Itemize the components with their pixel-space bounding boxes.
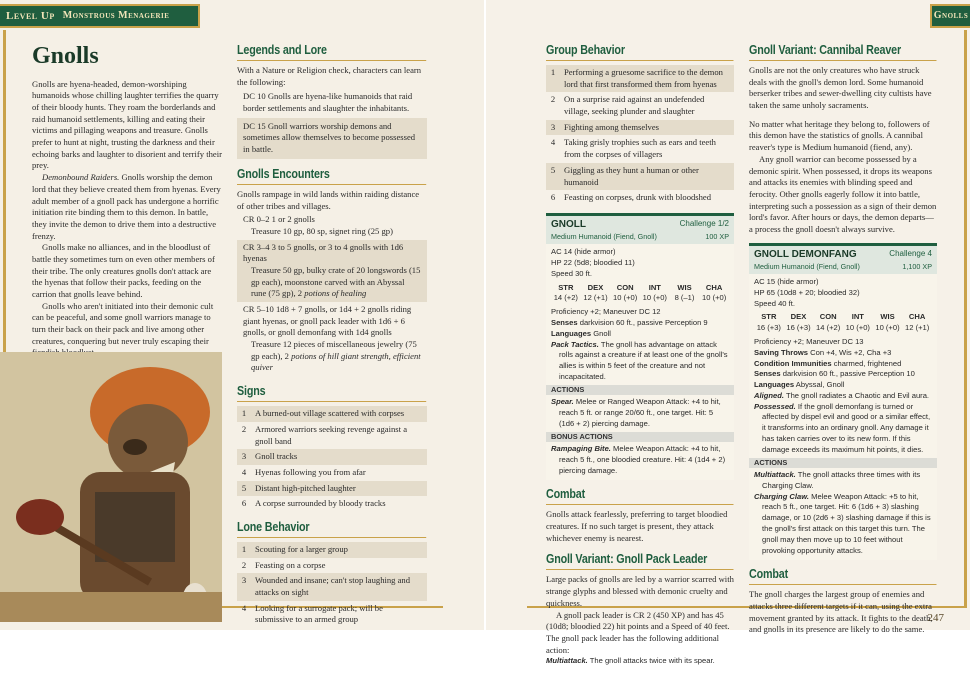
dc15-text: Gnoll warriors worship demons and sometimes allow themselves to become possessed in battle. (243, 120, 416, 155)
row-text: Feasting on corpses, drunk with bloodshed (564, 192, 712, 203)
left-column-2 (237, 42, 427, 635)
ability-scores (754, 312, 932, 334)
legends-heading: Legends and Lore (237, 42, 427, 61)
row-number: 3 (237, 573, 251, 600)
senses-label: Senses (551, 317, 578, 327)
ability-value: 14 (+2) (553, 293, 578, 303)
table-row (237, 406, 427, 422)
chapter-label: Level Up (6, 9, 55, 22)
stat-title-row (546, 216, 734, 232)
row-text: Taking grisly trophies such as ears and teeth from the corpses of villagers (564, 137, 716, 160)
row-text: A burned-out village scattered with corpses (251, 406, 427, 422)
group-section (546, 42, 734, 206)
ability-header: CON (616, 282, 634, 292)
legends-intro: With a Nature or Religion check, characters can learn the following: (237, 65, 422, 87)
ability-header: INT (851, 312, 864, 322)
action-label: Charging Claw. (754, 491, 809, 501)
chapter-banner (0, 4, 200, 28)
pack-tactics (551, 340, 729, 383)
action-text: Melee Weapon Attack: +4 to hit, reach 5 ft., one bloodied creature. Hit: 4 (1d4 + 2) piercing damage. (559, 444, 726, 475)
table-row (237, 542, 427, 558)
trait-text: The gnoll radiates a Chaotic and Evil aura. (785, 390, 930, 400)
right-page (486, 0, 970, 666)
ability-header: STR (558, 282, 574, 292)
table-row (237, 449, 427, 465)
action-label: Multiattack. (754, 470, 796, 480)
treasure-label: Treasure (251, 264, 281, 275)
saves-value: Con +4, Wis +2, Cha +3 (810, 347, 892, 357)
stat-speed: Speed 30 ft. (551, 268, 592, 278)
trait-text: If the gnoll demonfang is turned or affected by dispel evil and good or a similar effect, it transforms into an ordinary gnoll. Any damage it has taken carries over to its new form. If this damage exceeds its maximum hit points, it dies. (762, 401, 931, 454)
cannibal-p1: Gnolls are not the only creatures who have struck deals with the gnoll's demon lord. Some humanoid berserker tribes and sewer-dwelling city cultists have taken the same unholy sacraments. (749, 65, 932, 111)
lone-heading: Lone Behavior (237, 519, 427, 538)
dc15-entry (237, 118, 427, 159)
stat-proficiency: Proficiency +2; Maneuver DC 12 (551, 307, 661, 317)
ability-value: 14 (+2) (816, 323, 841, 333)
right-column-1 (546, 42, 734, 674)
table-row (546, 135, 734, 162)
ability-value: 12 (+1) (583, 293, 608, 303)
encounter-2-text: 3 to 5 gnolls, or 3 to 4 gnolls with 1d6 hyenas (243, 241, 404, 264)
stat-senses (551, 318, 729, 329)
row-number: 4 (241, 602, 247, 613)
stat-type-row (749, 262, 937, 274)
signs-table (237, 406, 427, 512)
encounter-2 (237, 240, 427, 302)
combat2-heading: Combat (749, 566, 937, 585)
action-text: The gnoll attacks twice with its spear. (589, 656, 715, 666)
encounter-3-text: 1d8 + 7 gnolls, or 1d4 + 2 gnolls riding giant hyenas, or gnoll pack leader with 1d6 + 6 gnolls, or gnoll demonfang with 1d4 gnolls (243, 304, 412, 338)
ability-scores (551, 283, 729, 305)
dc10-label: DC 10 (243, 91, 266, 102)
left-page (0, 0, 484, 630)
row-number: 4 (550, 137, 556, 148)
row-number: 6 (550, 192, 556, 203)
action-text: Melee Weapon Attack: +5 to hit, reach 5 ft., one target. Hit: 6 (1d6 + 3) slashing damage, or 10 (2d6 + 3) slashing damage if this is the gnoll's first attack on this target this turn. The gnoll may then move up to 10 feet without provoking opportunity attacks. (762, 491, 931, 555)
row-text: Wounded and insane; can't stop laughing and attacks on sight (251, 573, 427, 600)
stat-title-row (749, 246, 937, 262)
encounter-1-text: 1 or 2 gnolls (271, 214, 315, 225)
ability-header: CON (819, 312, 837, 322)
cannibal-p2: No matter what heritage they belong to, followers of this demon have the statistics of gnolls. A cannibal reaver's type is Medium humanoid (fiend, any). (749, 118, 930, 153)
dc15-label: DC 15 (243, 120, 266, 131)
encounter-1-treasure: 10 gp, 80 sp, signet ring (25 gp) (282, 225, 393, 236)
stat-xp: 1,100 XP (902, 261, 932, 271)
row-text: Gnoll tracks (251, 449, 427, 465)
encounters-intro: Gnolls rampage in wild lands within raiding distance of other tribes and villages. (237, 188, 420, 211)
row-text: Performing a gruesome sacrifice to the demon lord that first transformed them from hyenas (560, 65, 734, 92)
raiders-paragraph (32, 172, 222, 242)
stat-name: GNOLL DEMONFANG (754, 248, 857, 260)
encounter-3 (237, 302, 427, 376)
trait-text: The gnoll has advantage on attack rolls against a creature if at least one of the gnoll's allies is within 5 feet of the creature and not incapacitated. (559, 339, 728, 381)
trait-label: Possessed. (754, 401, 796, 411)
languages-label: Languages (754, 380, 795, 390)
row-number: 1 (546, 65, 560, 92)
senses-value: darkvision 60 ft., passive Perception 9 (579, 317, 708, 327)
ability-header: DEX (587, 282, 604, 292)
stat-challenge: Challenge 1/2 (679, 218, 729, 228)
trait-label: Aligned. (754, 390, 784, 400)
cannibal-heading: Gnoll Variant: Cannibal Reaver (749, 42, 937, 61)
stat-languages (754, 380, 932, 391)
ability-value: 10 (+0) (642, 293, 667, 303)
ability-value: 10 (+0) (875, 323, 900, 333)
ability-header: STR (761, 312, 777, 322)
encounters-section (237, 166, 427, 376)
cannibal-section (749, 42, 937, 236)
row-number: 3 (546, 120, 560, 136)
table-row (237, 422, 427, 449)
pack-leader-section (546, 551, 734, 666)
row-number: 4 (241, 466, 247, 477)
languages-value: Gnoll (593, 328, 611, 338)
peaceful-paragraph: Gnolls who aren't initiated into their demonic cult can be peaceful, and some gnoll warriors manage to turn their back on their pack and live among other creatures, conquering but never truly escaping their (32, 300, 214, 346)
encounter-2-cr: CR 3–4 (243, 241, 270, 252)
row-number: 5 (546, 163, 560, 190)
combat-heading: Combat (546, 486, 734, 505)
group-heading: Group Behavior (546, 42, 734, 61)
actions-band: ACTIONS (546, 385, 734, 396)
combat2-section (749, 566, 937, 636)
page-title: Gnolls (32, 43, 99, 69)
dc10-text: Gnolls are hyena-like humanoids that raid border settlements and slaughter the inhabitants. (243, 91, 413, 114)
stat-type: Medium Humanoid (Fiend, Gnoll) (551, 232, 657, 242)
encounter-1 (237, 212, 427, 239)
encounters-heading: Gnolls Encounters (237, 166, 427, 185)
ability-header: WIS (880, 312, 895, 322)
group-table (546, 65, 734, 206)
signs-heading: Signs (237, 383, 427, 402)
stat-speed: Speed 40 ft. (754, 298, 795, 308)
encounter-3-treasure-items: potions of hill giant strength, efficient quiver (251, 350, 421, 373)
stat-ac: AC 14 (hide armor) (551, 247, 616, 257)
row-text: Hyenas following you from afar (255, 466, 366, 477)
stat-type: Medium Humanoid (Fiend, Gnoll) (754, 261, 860, 271)
encounter-2-treasure-item: potions of healing (304, 288, 367, 299)
table-row (237, 496, 427, 512)
ability-value: 10 (+0) (613, 293, 638, 303)
stat-hp: HP 65 (10d8 + 20; bloodied 32) (754, 287, 860, 297)
actions-band: ACTIONS (749, 458, 937, 469)
raiders-lead: Demonbound Raiders. (42, 172, 120, 183)
row-number: 2 (550, 94, 556, 105)
action-label: Rampaging Bite. (551, 444, 611, 454)
table-row (237, 558, 427, 574)
stat-hp: HP 22 (5d8; bloodied 11) (551, 258, 635, 268)
treasure-label: Treasure (251, 225, 281, 236)
stat-condition-immunities (754, 359, 932, 370)
alliances-paragraph: Gnolls make no alliances, and in the bloodlust of battle they sometimes turn on even other members of their tribe. The only creatures gnolls don't attack are the hyenas that follow their packs, feeding on the carrion that gnolls leave behind. (32, 242, 215, 299)
charging-claw-action (754, 492, 932, 557)
action-text: Melee or Ranged Weapon Attack: +4 to hit, reach 5 ft. or range 20/60 ft., one target. Hit: 5 (1d6 + 2) piercing damage. (559, 397, 721, 428)
gnoll-stat-block (546, 213, 734, 481)
table-row (237, 601, 427, 628)
row-text: A corpse surrounded by bloody tracks (255, 498, 386, 509)
ability-value: 16 (+3) (786, 323, 811, 333)
row-text: Distant high-pitched laughter (251, 481, 427, 497)
encounter-2-treasure: 50 gp, bulky crate of 20 longswords (15 gp each), moonstone carved with an Abyssal rune (75 gp), 2 (251, 264, 421, 299)
table-row (546, 190, 734, 206)
aligned-trait (754, 391, 932, 402)
table-row (546, 65, 734, 92)
stat-languages (551, 329, 729, 340)
bonus-actions-band: BONUS ACTIONS (546, 432, 734, 443)
book-label: Monstrous Menagerie (62, 10, 170, 22)
row-text: Fighting among themselves (560, 120, 734, 136)
saves-label: Saving Throws (754, 347, 809, 357)
row-number: 2 (241, 559, 247, 570)
pack-leader-heading: Gnoll Variant: Gnoll Pack Leader (546, 551, 734, 570)
legends-section (237, 42, 427, 159)
signs-section (237, 383, 427, 512)
raiders-text: Gnolls worship the demon lord that they believe created them from hyenas. Every adult member of a gnoll pack has undergone a horrific initiation rite binding them to this demon. In battle, they invite the demon to drive them into a destructive frenzy. (32, 172, 221, 241)
stat-challenge: Challenge 4 (889, 248, 932, 258)
action-text: The gnoll attacks three times with its Charging Claw. (762, 470, 921, 490)
ci-value: charmed, frightened (833, 358, 902, 368)
ability-header: CHA (705, 282, 723, 292)
ability-header: DEX (790, 312, 807, 322)
right-column-2 (749, 42, 937, 643)
multiattack-action (754, 470, 932, 492)
languages-label: Languages (551, 328, 592, 338)
row-number: 5 (237, 481, 251, 497)
stat-proficiency: Proficiency +2; Maneuver DC 13 (754, 336, 864, 346)
row-number: 3 (237, 449, 251, 465)
combat-section (546, 486, 734, 544)
row-text: Armored warriors seeking revenge against a gnoll band (255, 423, 408, 446)
pack-leader-p2: A gnoll pack leader is CR 2 (450 XP) and has 45 (10d8; bloodied 22) hit points and a Speed of 40 feet. The gnoll pack leader has the following additional action: (546, 609, 730, 655)
spear-action (551, 397, 729, 429)
row-text: On a surprise raid against an undefended village, seeking plunder and slaughter (564, 94, 705, 117)
dc10-entry (237, 88, 427, 117)
ability-value: 10 (+0) (845, 323, 870, 333)
section-tab (930, 4, 970, 28)
row-text: Looking for a surrogate pack; will be submissive to an armed group (255, 602, 383, 625)
possessed-trait (754, 402, 932, 456)
gnoll-warrior-image (0, 352, 222, 622)
stat-xp: 100 XP (705, 232, 729, 242)
stat-ac: AC 15 (hide armor) (754, 277, 819, 287)
table-row (546, 163, 734, 190)
stat-type-row (546, 232, 734, 244)
row-number: 6 (241, 498, 247, 509)
table-row (237, 573, 427, 600)
ability-value: 10 (+0) (702, 293, 727, 303)
left-column-1 (32, 40, 222, 359)
ability-header: CHA (908, 312, 926, 322)
gnoll-illustration (0, 352, 222, 622)
pack-leader-p1: Large packs of gnolls are led by a warrior scarred with strange glyphs and blessed with demonic cruelty and quickness. (546, 574, 734, 608)
action-label: Multiattack. (546, 656, 588, 666)
combat-text: Gnolls attack fearlessly, preferring to target bloodied creatures. If no such target is present, they attack whichever enemy is nearest. (546, 509, 728, 543)
pack-leader-multiattack (546, 656, 734, 666)
trait-label: Pack Tactics. (551, 339, 599, 349)
action-label: Spear. (551, 397, 574, 407)
lone-section (237, 519, 427, 628)
encounter-1-cr: CR 0–2 (243, 214, 270, 225)
right-border (964, 30, 967, 606)
row-number: 1 (237, 406, 251, 422)
ability-value: 16 (+3) (756, 323, 781, 333)
table-row (546, 120, 734, 136)
senses-label: Senses (754, 369, 781, 379)
row-text: Scouting for a larger group (251, 542, 427, 558)
row-number: 2 (241, 423, 247, 434)
table-row (546, 92, 734, 119)
languages-value: Abyssal, Gnoll (795, 380, 845, 390)
demonfang-stat-block (749, 243, 937, 561)
table-row (237, 465, 427, 481)
cannibal-p3: Any gnoll warrior can become possessed by a demonic spirit. When possessed, it drops its weapons and attacks its enemies with blinding speed and ferocity. Other gnolls eagerly follow it into battle, interpreting such a possession as a sign of their demon lord's favor. After hours or days, the demon departs—a process the gnoll doesn't always survive. (749, 153, 937, 234)
page-number-right: 247 (927, 612, 944, 625)
table-row (237, 481, 427, 497)
ability-value: 12 (+1) (905, 323, 930, 333)
intro-paragraph: Gnolls are hyena-headed, demon-worshiping humanoids whose chilling laughter terrifies the quarry of their bloody hunts. They roam the borderlands and raid humanoid settlements, killing and eating their victims and pillaging weapons and treasure. Gnolls prefer to hunt at night, trusting the darkness and their echoing barks and laughter to disorient and terrify their prey. (32, 78, 222, 171)
section-tab-label: Gnolls (933, 10, 969, 22)
bite-action (551, 444, 729, 476)
treasure-label: Treasure (251, 339, 281, 350)
stat-name: GNOLL (551, 218, 586, 230)
combat2-text: The gnoll charges the largest group of enemies and attacks three different targets if it can, using the extra movement granted by its attack. It fights to the death, and gnolls in its presence are likely to do the same. (749, 589, 933, 635)
row-text: Feasting on a corpse (255, 559, 326, 570)
row-number: 1 (237, 542, 251, 558)
stat-saves (754, 348, 932, 359)
encounter-3-treasure: 12 pieces of miscellaneous jewelry (75 gp each), 2 (251, 339, 417, 361)
row-text: Giggling as they hunt a human or other humanoid (560, 163, 734, 190)
encounter-3-cr: CR 5–10 (243, 304, 274, 314)
ci-label: Condition Immunities (754, 358, 832, 368)
ability-header: INT (648, 282, 661, 292)
lone-table (237, 542, 427, 628)
senses-value: darkvision 60 ft., passive Perception 10 (782, 369, 915, 379)
ability-header: WIS (677, 282, 692, 292)
stat-senses (754, 369, 932, 380)
ability-value: 8 (–1) (674, 293, 695, 303)
